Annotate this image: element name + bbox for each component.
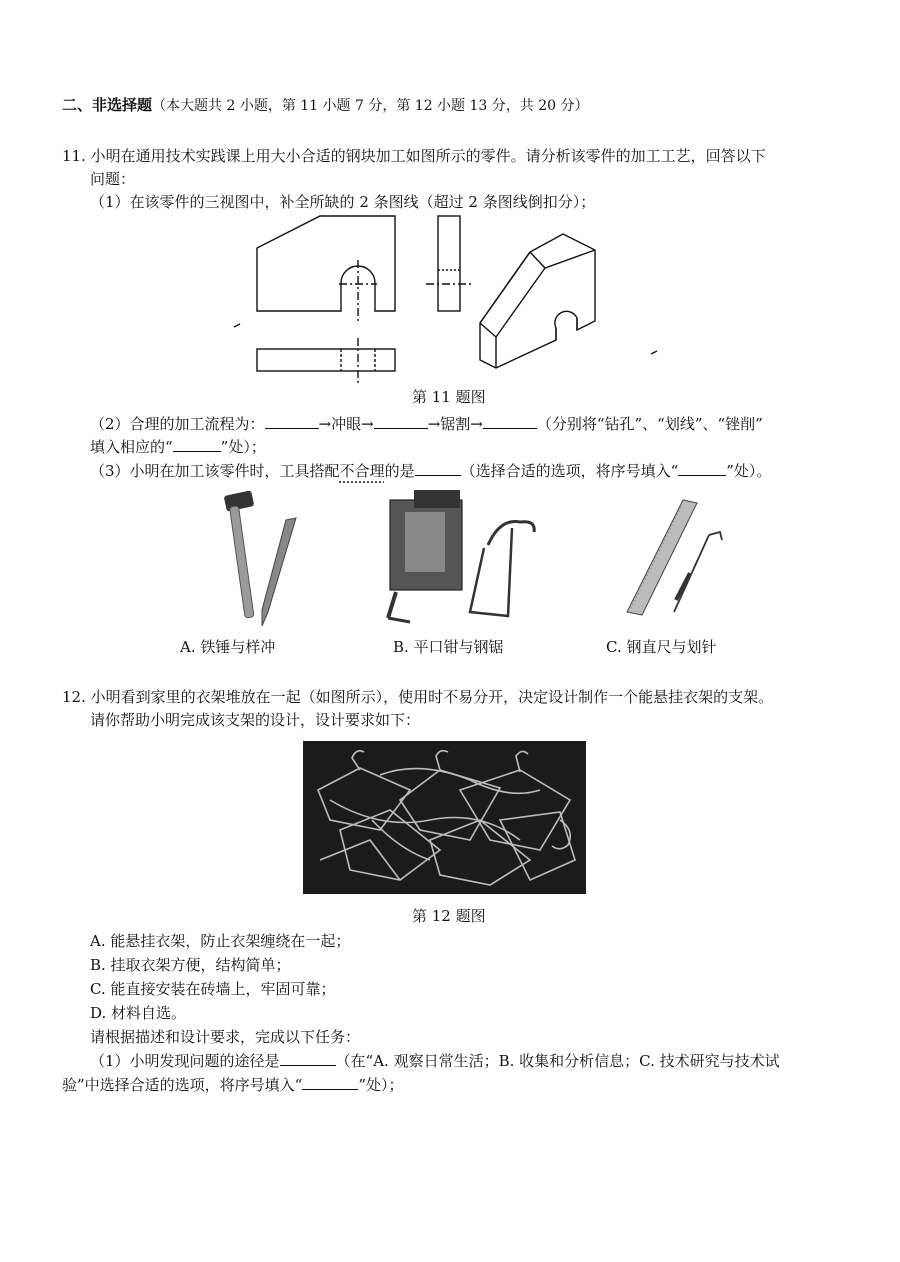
q12-sub1 xyxy=(90,1050,780,1072)
q12-requirement-d: D. 材料自选。 xyxy=(90,1004,187,1022)
q12-sub1-line2-b: ”处）； xyxy=(358,1076,404,1094)
q11-option-c: C. 钢直尺与划针 xyxy=(606,638,717,656)
q11-sub2-line2-b: ”处）； xyxy=(220,438,266,456)
q11-stem-line1: 11. 小明在通用技术实践课上用大小合适的钢块加工如图所示的零件。请分析该零件的加工工艺，回答以下 xyxy=(62,147,766,165)
q11-option-b: B. 平口钳与钢锯 xyxy=(393,638,504,656)
q11-sub3-mid: 的是 xyxy=(384,462,415,480)
q11-sub3-suffix-b: ”处）。 xyxy=(726,462,772,480)
q12-task-intro: 请根据描述和设计要求，完成以下任务： xyxy=(90,1028,361,1046)
q12-blank-ref xyxy=(302,1075,358,1090)
q12-requirement-c: C. 能直接安装在砖墙上，牢固可靠； xyxy=(90,980,336,998)
q11-option-a: A. 铁锤与样冲 xyxy=(180,638,276,656)
q12-requirement-a: A. 能悬挂衣架，防止衣架缠绕在一起； xyxy=(90,932,351,950)
q12-blank-1[interactable] xyxy=(280,1051,336,1066)
q11-sub1: （1）在该零件的三视图中，补全所缺的 2 条图线（超过 2 条图线倒扣分）； xyxy=(90,193,596,211)
q11-sub3-suffix-a: （选择合适的选项，将序号填入“ xyxy=(460,462,679,480)
q11-sub2-prefix: （2）合理的加工流程为： xyxy=(90,415,265,433)
q12-sub1-line2 xyxy=(62,1074,404,1096)
q12-sub1-prefix: （1）小明发现问题的途径是 xyxy=(90,1052,280,1070)
q12-sub1-suffix: （在“A. 观察日常生活；B. 收集和分析信息；C. 技术研究与技术试 xyxy=(335,1052,780,1070)
q11-arrow2: →锯割→ xyxy=(427,415,483,433)
q12-stem-line2: 请你帮助小明完成该支架的设计，设计要求如下： xyxy=(90,711,421,729)
q12-figure-caption: 第 12 题图 xyxy=(412,907,486,925)
q11-sub2-suffix: （分别将“钻孔”、“划线”、“锉削” xyxy=(536,415,763,433)
q11-sub2-line2-a: 填入相应的“ xyxy=(90,438,173,456)
q11-stem-line2: 问题： xyxy=(90,170,136,188)
q11-figure-caption: 第 11 题图 xyxy=(412,388,486,406)
section-title: 二、非选择题 xyxy=(62,96,153,114)
section-note: （本大题共 2 小题，第 11 小题 7 分，第 12 小题 13 分，共 20 分） xyxy=(152,98,589,114)
q12-sub1-line2-a: 验”中选择合适的选项，将序号填入“ xyxy=(62,1076,303,1094)
q11-arrow1: →冲眼→ xyxy=(318,415,374,433)
q12-requirement-b: B. 挂取衣架方便，结构简单； xyxy=(90,956,291,974)
q12-stem-line1: 12. 小明看到家里的衣架堆放在一起（如图所示），使用时不易分开，决定设计制作一个能悬挂衣架的支架。 xyxy=(62,688,774,706)
q11-sub3-prefix: （3）小明在加工该零件时，工具搭配 xyxy=(90,462,340,480)
q11-sub3-emph: 不合理 xyxy=(339,462,385,480)
